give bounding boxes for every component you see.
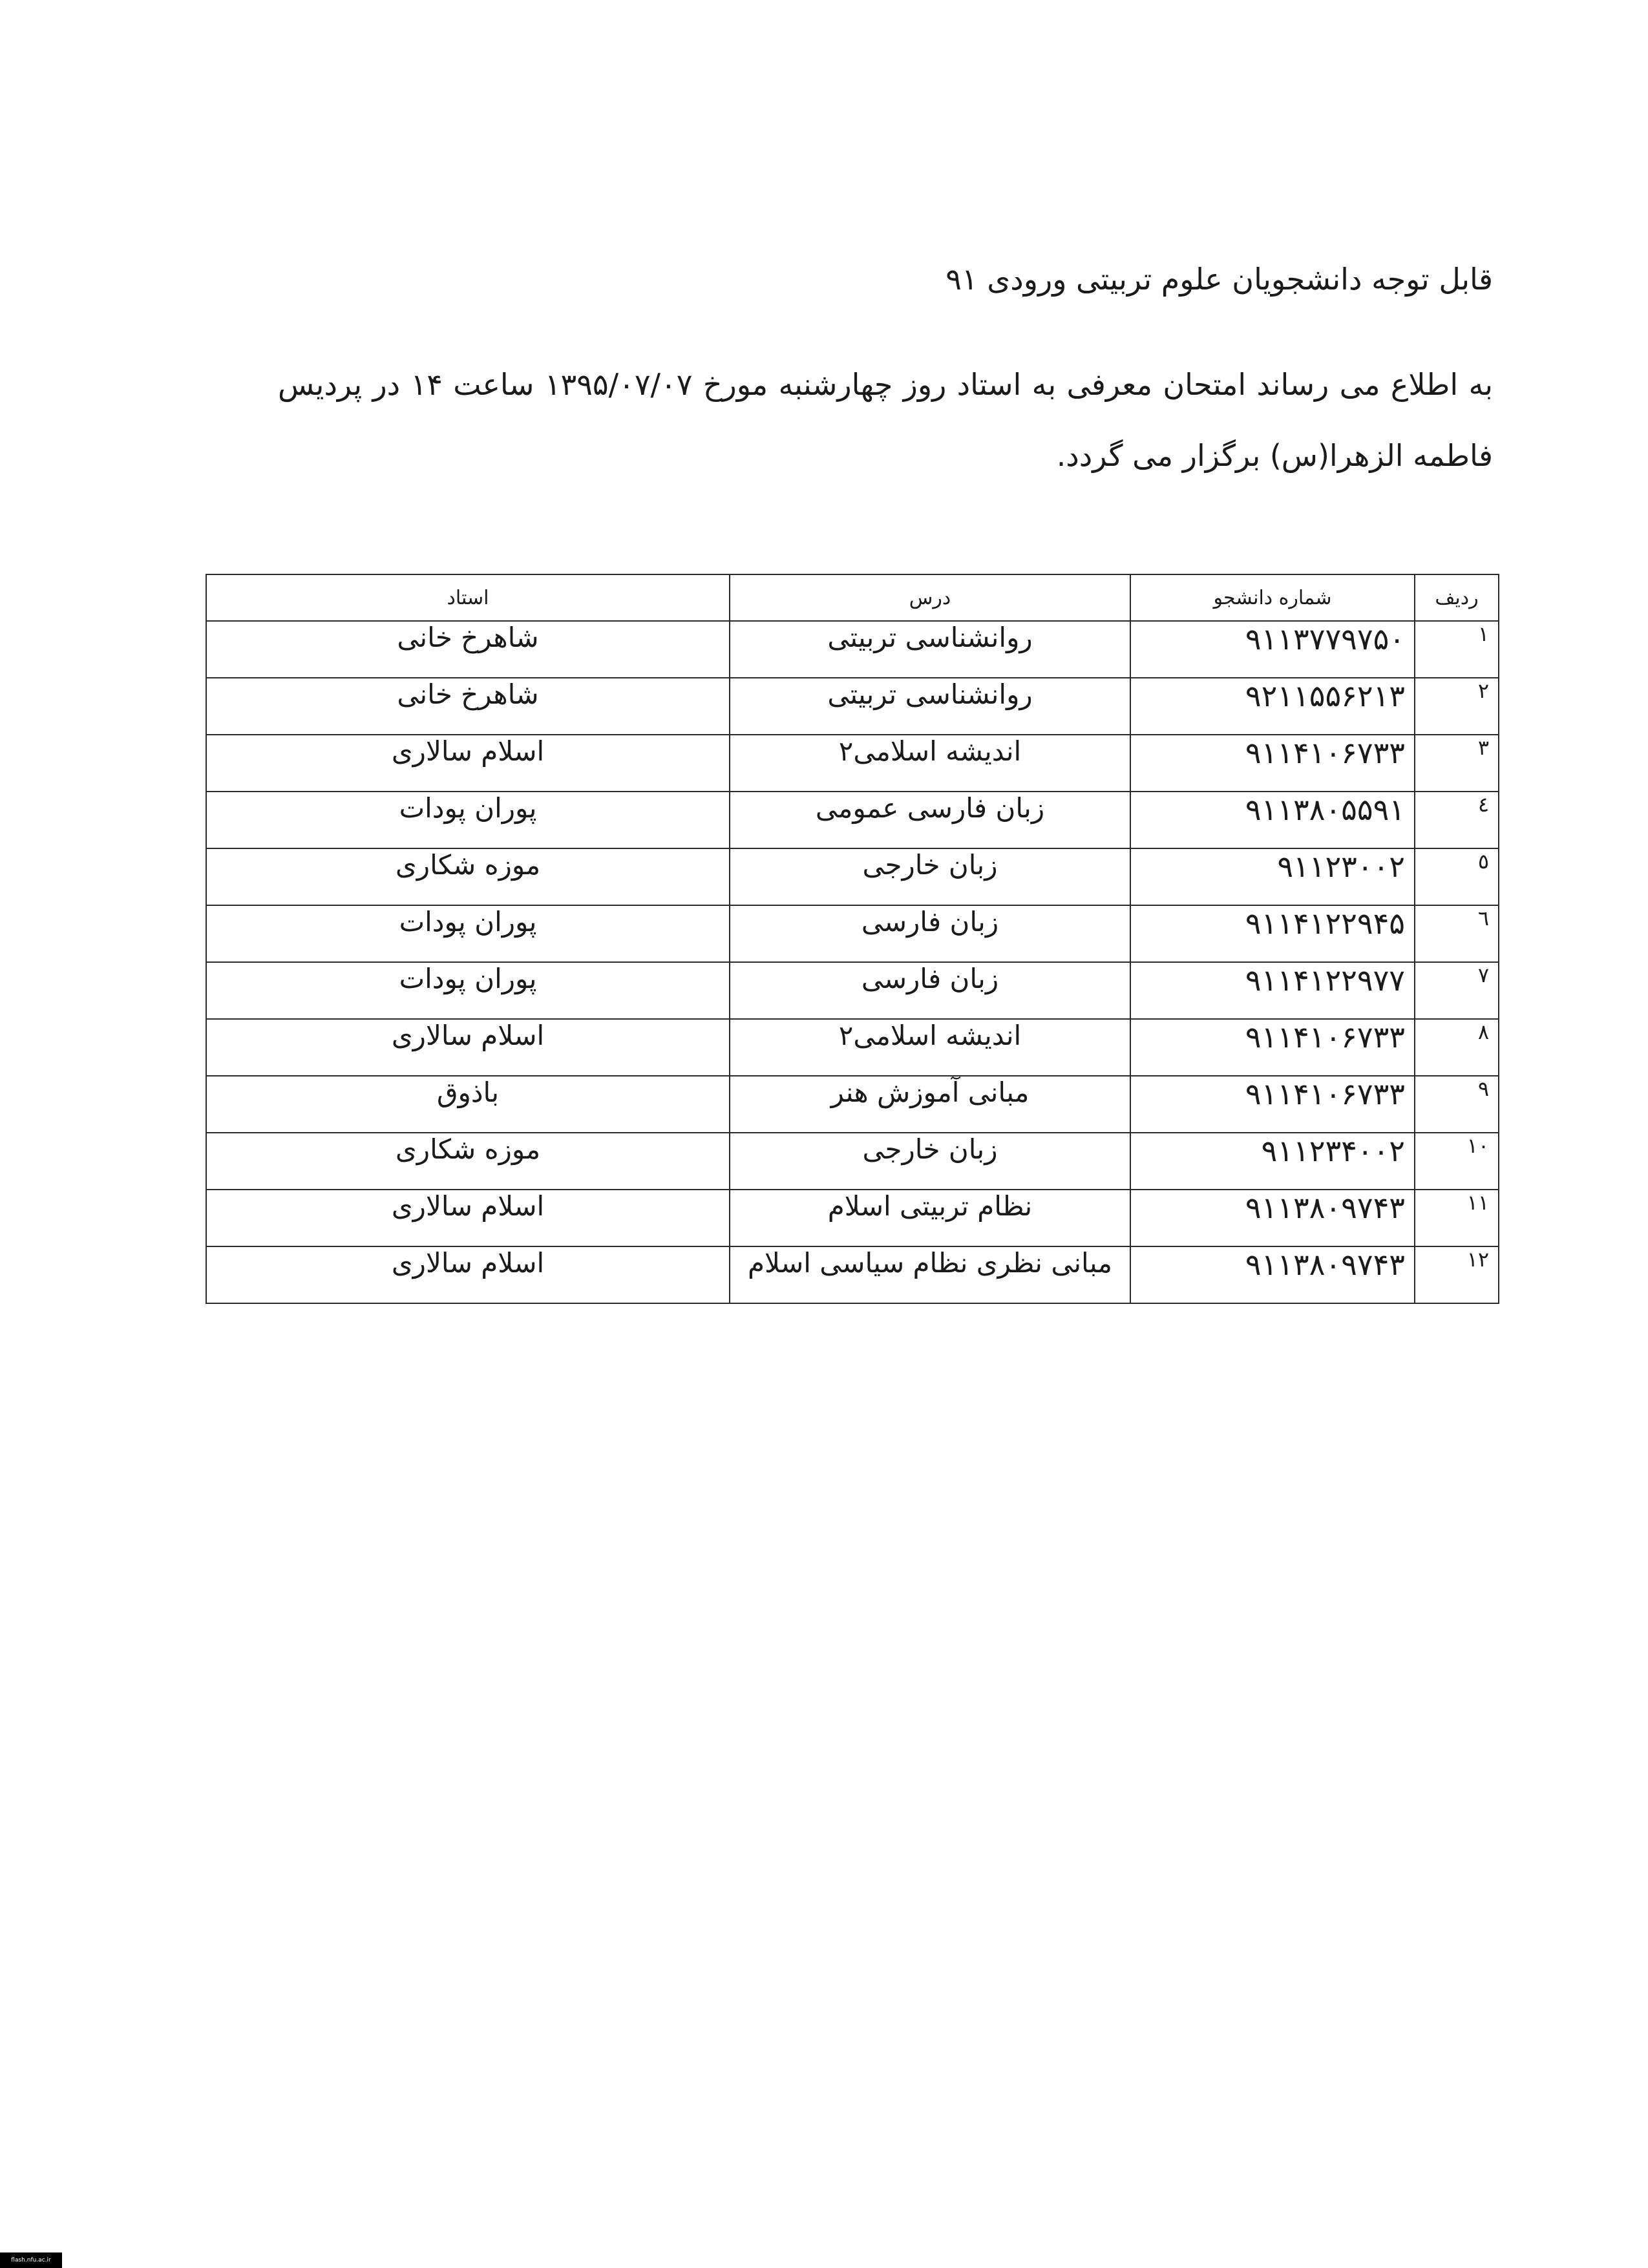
row-index-cell: ٥ xyxy=(1415,848,1499,905)
header-course: درس xyxy=(730,574,1130,621)
teacher-cell: موزه شکاری xyxy=(206,848,730,905)
row-index-cell: ۷ xyxy=(1415,962,1499,1019)
teacher-cell: پوران پودات xyxy=(206,792,730,848)
notice-body: به اطلاع می رساند امتحان معرفی به استاد روز چهارشنبه مورخ ۱۳۹۵/۰۷/۰۷ ساعت ۱۴ در پردیس فاطمه الزهرا(س) برگزار می گردد. xyxy=(278,367,1494,473)
row-index-cell: ۳ xyxy=(1415,735,1499,792)
row-index-cell: ٤ xyxy=(1415,792,1499,848)
teacher-cell: اسلام سالاری xyxy=(206,1019,730,1076)
row-index-cell: ۱۰ xyxy=(1415,1133,1499,1190)
table-row xyxy=(206,1076,1499,1133)
teacher-cell: اسلام سالاری xyxy=(206,735,730,792)
row-index-cell: ۸ xyxy=(1415,1019,1499,1076)
table-row xyxy=(206,848,1499,905)
teacher-cell: باذوق xyxy=(206,1076,730,1133)
course-cell: زبان خارجی xyxy=(730,848,1130,905)
teacher-cell: اسلام سالاری xyxy=(206,1246,730,1303)
row-index-cell: ٦ xyxy=(1415,905,1499,962)
table-row xyxy=(206,621,1499,678)
student-id-cell: ۹۲۱۱۵۵۶۲۱۳ xyxy=(1130,678,1415,735)
footer-watermark-tag: flash.nfu.ac.ir xyxy=(0,2252,62,2268)
course-cell: زبان فارسی xyxy=(730,962,1130,1019)
table-row xyxy=(206,1019,1499,1076)
teacher-cell: شاهرخ خانی xyxy=(206,621,730,678)
course-cell: اندیشه اسلامی۲ xyxy=(730,1019,1130,1076)
course-cell: مبانی نظری نظام سیاسی اسلام xyxy=(730,1246,1130,1303)
row-index-cell: ۱۱ xyxy=(1415,1190,1499,1246)
course-cell: مبانی آموزش هنر xyxy=(730,1076,1130,1133)
teacher-cell: شاهرخ خانی xyxy=(206,678,730,735)
student-id-cell: ۹۱۱۳۸۰۹۷۴۳ xyxy=(1130,1190,1415,1246)
table-row xyxy=(206,678,1499,735)
table-row xyxy=(206,1133,1499,1190)
course-cell: روانشناسی تربیتی xyxy=(730,621,1130,678)
header-index: ردیف xyxy=(1415,574,1499,621)
header-teacher: استاد xyxy=(206,574,730,621)
table-row xyxy=(206,962,1499,1019)
teacher-cell: پوران پودات xyxy=(206,905,730,962)
table-row xyxy=(206,905,1499,962)
student-id-cell: ۹۱۱۳۸۰۹۷۴۳ xyxy=(1130,1246,1415,1303)
table-row xyxy=(206,792,1499,848)
student-id-cell: ۹۱۱۴۱۲۲۹۴۵ xyxy=(1130,905,1415,962)
row-index-cell: ۲ xyxy=(1415,678,1499,735)
student-id-cell: ۹۱۱۳۷۷۹۷۵۰ xyxy=(1130,621,1415,678)
exam-roster-table xyxy=(206,574,1499,1304)
student-id-cell: ۹۱۱۴۱۲۲۹۷۷ xyxy=(1130,962,1415,1019)
header-student-id: شماره دانشجو xyxy=(1130,574,1415,621)
student-id-cell: ۹۱۱۴۱۰۶۷۳۳ xyxy=(1130,1019,1415,1076)
teacher-cell: پوران پودات xyxy=(206,962,730,1019)
teacher-cell: موزه شکاری xyxy=(206,1133,730,1190)
student-id-cell: ۹۱۱۲۳۰۰۲ xyxy=(1130,848,1415,905)
table-header-row xyxy=(206,574,1499,621)
table-row xyxy=(206,1190,1499,1246)
student-id-cell: ۹۱۱۳۸۰۵۵۹۱ xyxy=(1130,792,1415,848)
course-cell: روانشناسی تربیتی xyxy=(730,678,1130,735)
row-index-cell: ۱ xyxy=(1415,621,1499,678)
table-row xyxy=(206,1246,1499,1303)
course-cell: زبان فارسی عمومی xyxy=(730,792,1130,848)
student-id-cell: ۹۱۱۴۱۰۶۷۳۳ xyxy=(1130,735,1415,792)
course-cell: اندیشه اسلامی۲ xyxy=(730,735,1130,792)
notice-heading: قابل توجه دانشجویان علوم تربیتی ورودی ۹۱ xyxy=(945,262,1493,297)
student-id-cell: ۹۱۱۲۳۴۰۰۲ xyxy=(1130,1133,1415,1190)
row-index-cell: ۹ xyxy=(1415,1076,1499,1133)
course-cell: زبان فارسی xyxy=(730,905,1130,962)
teacher-cell: اسلام سالاری xyxy=(206,1190,730,1246)
student-id-cell: ۹۱۱۴۱۰۶۷۳۳ xyxy=(1130,1076,1415,1133)
table-row xyxy=(206,735,1499,792)
course-cell: نظام تربیتی اسلام xyxy=(730,1190,1130,1246)
course-cell: زبان خارجی xyxy=(730,1133,1130,1190)
row-index-cell: ۱۲ xyxy=(1415,1246,1499,1303)
